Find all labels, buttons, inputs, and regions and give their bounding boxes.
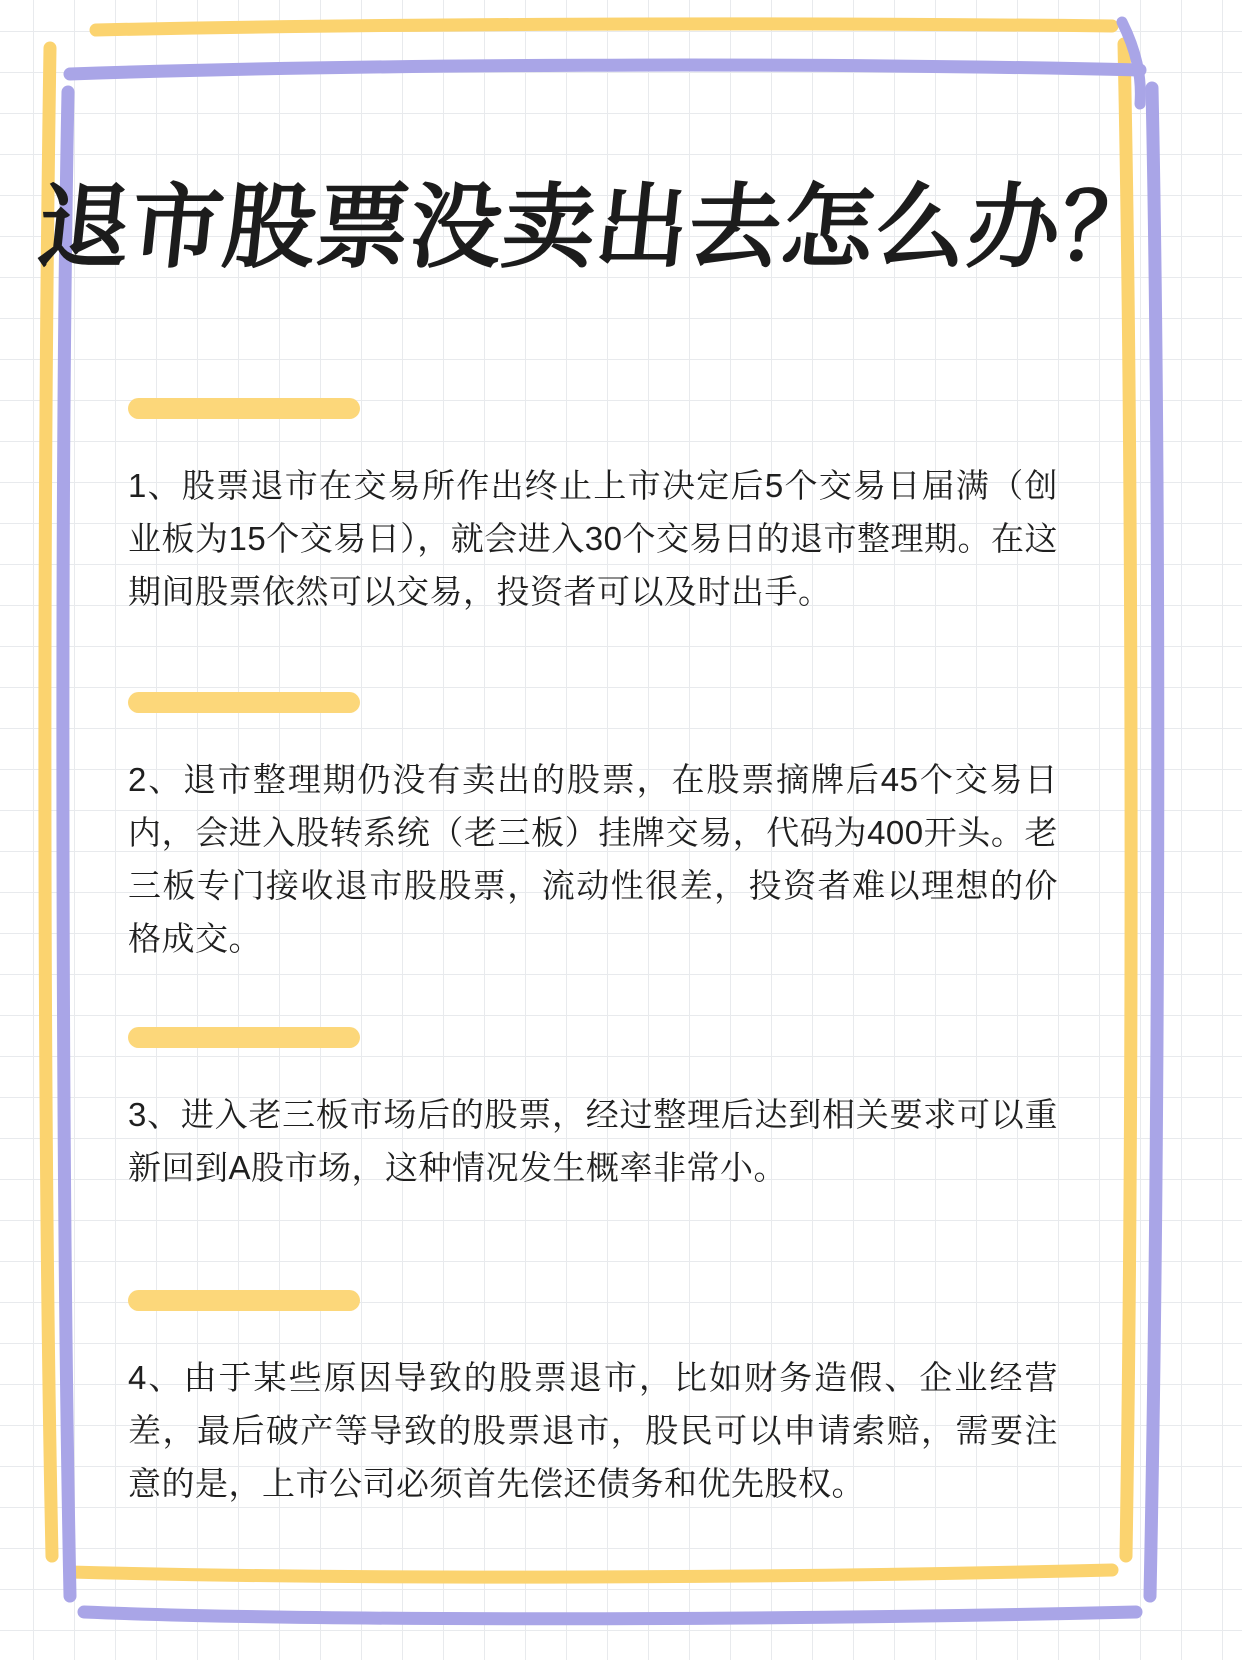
list-item-text: 3、进入老三板市场后的股票，经过整理后达到相关要求可以重新回到A股市场，这种情况发生概率非常小。 [128,1096,1058,1186]
list-item-text: 4、由于某些原因导致的股票退市，比如财务造假、企业经营差，最后破产等导致的股票退市，股民可以申请索赔，需要注意的是，上市公司必须首先偿还债务和优先股权。 [128,1359,1058,1502]
yellow-bar-marker [128,398,360,419]
list-item [128,398,1058,618]
yellow-bar-marker [128,1290,360,1311]
yellow-bar-marker [128,692,360,713]
tips-list [128,398,1058,1510]
yellow-bar-marker [128,1027,360,1048]
list-item [128,692,1058,965]
list-item-text: 2、退市整理期仍没有卖出的股票，在股票摘牌后45个交易日内，会进入股转系统（老三板）挂牌交易，代码为400开头。老三板专门接收退市股股票，流动性很差，投资者难以理想的价格成交。 [128,761,1058,957]
page-title: 退市股票没卖出去怎么办？ [32,174,1160,281]
list-item [128,1027,1058,1194]
list-item [128,1290,1058,1510]
list-item-text: 1、股票退市在交易所作出终止上市决定后5个交易日届满（创业板为15个交易日），就会进入30个交易日的退市整理期。在这期间股票依然可以交易，投资者可以及时出手。 [128,467,1058,610]
